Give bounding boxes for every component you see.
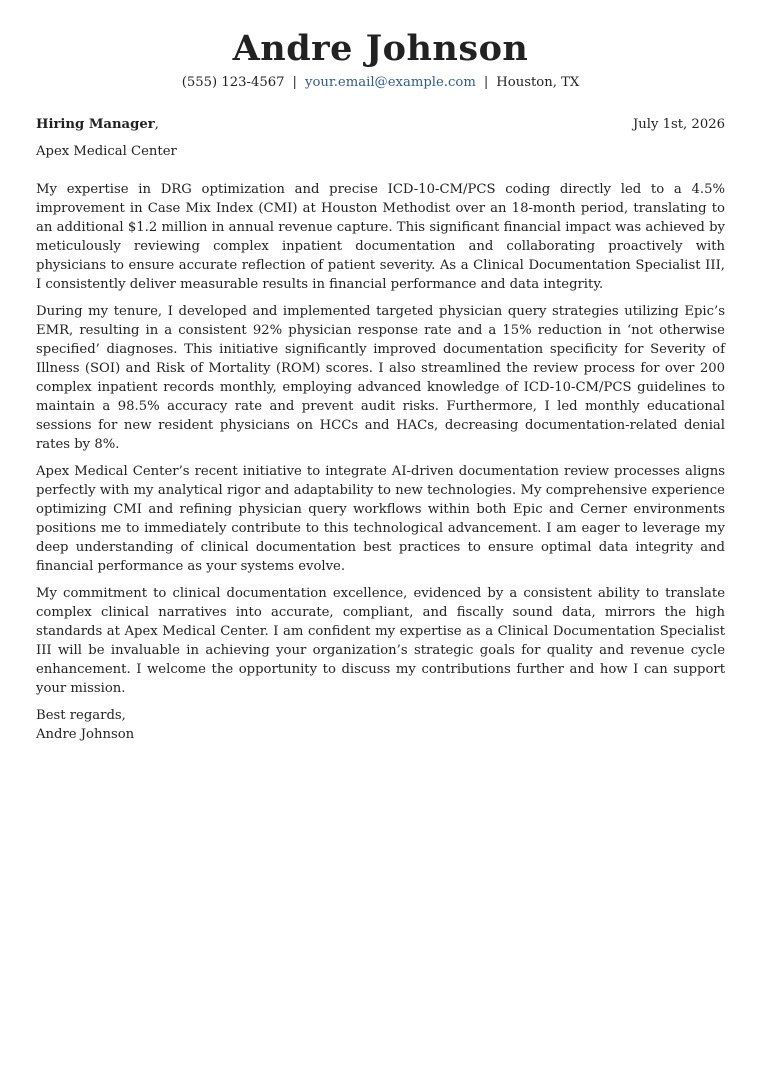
- cover-letter-page: [36, 28, 725, 744]
- recipient-company: Apex Medical Center: [36, 144, 177, 159]
- body-paragraph: My expertise in DRG optimization and precise ICD-10-CM/PCS coding directly led to a 4.5% improvement in Case Mix Index (CMI) at Houston Methodist over an 18-month period, translating to an additional $1.2 million in annual revenue capture. This significant financial impact was achieved by meticulously reviewing complex inpatient documentation and collaborating proactively with physicians to ensure accurate reflection of patient severity. As a Clinical Documentation Specialist III, I consistently deliver measurable results in financial performance and data integrity.: [36, 182, 725, 292]
- contact-separator: |: [292, 75, 297, 90]
- recipient-title-comma: ,: [154, 117, 159, 132]
- body-paragraph: During my tenure, I developed and implemented targeted physician query strategies utilizing Epic’s EMR, resulting in a consistent 92% physician response rate and a 15% reduction in ‘not otherwise specified’ diagnoses. This initiative significantly improved documentation specificity for Severity of Illness (SOI) and Risk of Mortality (ROM) scores. I also streamlined the review process for over 200 complex inpatient records monthly, employing advanced knowledge of ICD-10-CM/PCS guidelines to maintain a 98.5% accuracy rate and prevent audit risks. Furthermore, I led monthly educational sessions for new resident physicians on HCCs and HACs, decreasing documentation-related denial rates by 8%.: [36, 304, 725, 452]
- recipient-title: Hiring Manager: [36, 117, 155, 132]
- letter-date: July 1st, 2026: [632, 117, 725, 132]
- phone-number: (555) 123-4567: [181, 75, 285, 90]
- body-paragraph: My commitment to clinical documentation excellence, evidenced by a consistent ability to translate complex clinical narratives into accurate, compliant, and fiscally sound data, mirrors the high standards at Apex Medical Center. I am confident my expertise as a Clinical Documentation Specialist III will be invaluable in achieving your organization’s strategic goals for quality and revenue cycle enhancement. I welcome the opportunity to discuss my contributions further and how I can support your mission.: [36, 586, 725, 696]
- closing-signature: Andre Johnson: [36, 727, 135, 742]
- applicant-name: Andre Johnson: [232, 28, 529, 69]
- closing-salutation: Best regards,: [36, 708, 126, 723]
- contact-separator: |: [483, 75, 489, 90]
- recipient-line: [36, 116, 159, 134]
- recipient-date-row: [36, 116, 725, 134]
- location: Houston, TX: [496, 75, 580, 90]
- email-link[interactable]: your.email@example.com: [305, 75, 476, 90]
- contact-line: [36, 74, 725, 92]
- closing-block: [36, 706, 725, 744]
- body-paragraph: Apex Medical Center’s recent initiative to integrate AI-driven documentation review processes aligns perfectly with my analytical rigor and adaptability to new technologies. My comprehensive experience optimizing CMI and refining physician query workflows within both Epic and Cerner environments positions me to immediately contribute to this technological advancement. I am eager to leverage my deep understanding of clinical documentation best practices to ensure optimal data integrity and financial performance as your systems evolve.: [36, 464, 725, 574]
- letter-body: [36, 180, 725, 698]
